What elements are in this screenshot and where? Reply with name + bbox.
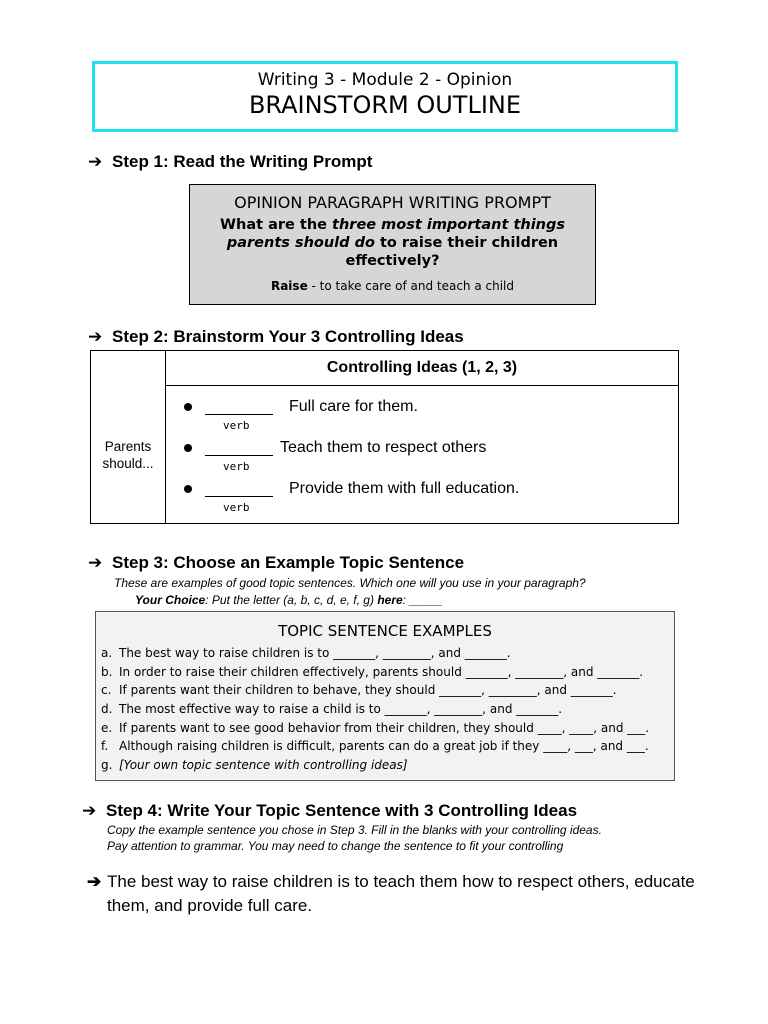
controlling-ideas-list bbox=[166, 386, 679, 524]
example-letter: g. bbox=[101, 758, 113, 773]
example-text: The most effective way to raise a child is to _______, ________, and _______. bbox=[119, 702, 563, 717]
prompt-definition bbox=[190, 279, 595, 294]
example-text: If parents want their children to behave, they should _______, ________, and _______. bbox=[119, 683, 617, 698]
controlling-idea-3-text: Provide them with full education. bbox=[289, 480, 520, 497]
arrow-icon: ➔ bbox=[88, 152, 103, 171]
verb-blank-3[interactable] bbox=[205, 479, 273, 497]
verb-blank-1[interactable] bbox=[205, 397, 273, 415]
prompt-q-part1: What are the bbox=[220, 217, 333, 233]
prompt-heading: OPINION PARAGRAPH WRITING PROMPT bbox=[234, 193, 551, 212]
parents-should-label: Parents should... bbox=[102, 439, 154, 471]
step-3-label: Step 3: Choose an Example Topic Sentence bbox=[112, 553, 465, 572]
definition-text: - to take care of and teach a child bbox=[307, 279, 515, 293]
topic-sentence-examples-box bbox=[95, 611, 675, 781]
examples-list bbox=[96, 644, 674, 775]
parents-should-cell bbox=[91, 351, 166, 524]
example-f bbox=[96, 737, 674, 756]
bullet-icon bbox=[184, 403, 192, 411]
page-title: BRAINSTORM OUTLINE bbox=[248, 91, 522, 119]
step-4-heading bbox=[82, 801, 577, 821]
arrow-icon: ➔ bbox=[88, 553, 103, 572]
your-choice-label: Your Choice bbox=[135, 593, 206, 607]
bullet-icon bbox=[184, 485, 192, 493]
example-letter: c. bbox=[101, 683, 112, 698]
example-letter: a. bbox=[101, 646, 113, 660]
example-a bbox=[96, 644, 674, 663]
verb-label-3: verb bbox=[223, 501, 250, 514]
arrow-icon: ➔ bbox=[87, 872, 102, 891]
prompt-q-part2: to raise their children effectively? bbox=[345, 235, 559, 269]
example-letter: d. bbox=[101, 702, 113, 717]
example-letter: f. bbox=[101, 739, 109, 754]
example-text: The best way to raise children is to _______, ________, and _______. bbox=[119, 646, 511, 660]
definition-word: Raise bbox=[270, 279, 308, 293]
topic-sentence-answer bbox=[87, 870, 707, 918]
examples-heading: TOPIC SENTENCE EXAMPLES bbox=[278, 622, 492, 640]
verb-label-2: verb bbox=[223, 460, 250, 473]
example-text: In order to raise their children effectively, parents should _______, ________, and _______. bbox=[119, 664, 644, 679]
step-4-instructions-2: Pay attention to grammar. You may need to change the sentence to fit your controlling bbox=[107, 839, 564, 853]
step-2-heading bbox=[88, 327, 464, 347]
choice-blank[interactable]: : _____ bbox=[402, 593, 443, 607]
example-d bbox=[96, 700, 674, 719]
step-2-label: Step 2: Brainstorm Your 3 Controlling Ideas bbox=[112, 327, 464, 346]
example-letter: b. bbox=[101, 664, 113, 679]
example-c bbox=[96, 681, 674, 700]
example-letter: e. bbox=[101, 720, 113, 735]
arrow-icon: ➔ bbox=[88, 327, 103, 346]
step-3-instructions: These are examples of good topic sentences. Which one will you use in your paragraph? bbox=[114, 576, 586, 590]
step-3-heading bbox=[88, 553, 464, 573]
example-text: Although raising children is difficult, parents can do a great job if they ____, ___, and ___. bbox=[119, 739, 649, 754]
answer-text[interactable]: The best way to raise children is to teach them how to respect others, educate them, and provide full care. bbox=[107, 872, 695, 915]
step-1-label: Step 1: Read the Writing Prompt bbox=[112, 152, 373, 171]
example-text: If parents want to see good behavior from their children, they should ____, ____, and ___. bbox=[119, 720, 650, 735]
controlling-idea-2-text: Teach them to respect others bbox=[280, 439, 487, 456]
verb-label-1: verb bbox=[223, 419, 250, 432]
example-text: [Your own topic sentence with controlling ideas] bbox=[119, 758, 408, 773]
module-subtitle: Writing 3 - Module 2 - Opinion bbox=[257, 70, 513, 90]
example-g bbox=[96, 756, 674, 775]
example-e bbox=[96, 719, 674, 738]
controlling-ideas-table bbox=[90, 350, 679, 524]
step-4-instructions-1: Copy the example sentence you chose in Step 3. Fill in the blanks with your controlling ideas. bbox=[107, 823, 602, 837]
controlling-ideas-header: Controlling Ideas (1, 2, 3) bbox=[166, 351, 679, 386]
your-choice-line bbox=[135, 592, 443, 608]
prompt-question bbox=[202, 216, 583, 270]
example-b bbox=[96, 663, 674, 682]
here-label: here bbox=[377, 593, 403, 607]
step-1-heading bbox=[88, 152, 372, 172]
arrow-icon: ➔ bbox=[82, 801, 97, 820]
verb-blank-2[interactable] bbox=[205, 438, 273, 456]
title-box bbox=[92, 61, 678, 132]
writing-prompt-box bbox=[189, 184, 596, 305]
step-4-label: Step 4: Write Your Topic Sentence with 3 Controlling Ideas bbox=[106, 801, 578, 820]
bullet-icon bbox=[184, 444, 192, 452]
controlling-idea-1-text: Full care for them. bbox=[289, 398, 418, 415]
prompt-q-italic: three most important things parents should do bbox=[226, 217, 565, 251]
your-choice-text: : Put the letter (a, b, c, d, e, f, g) bbox=[205, 593, 378, 607]
